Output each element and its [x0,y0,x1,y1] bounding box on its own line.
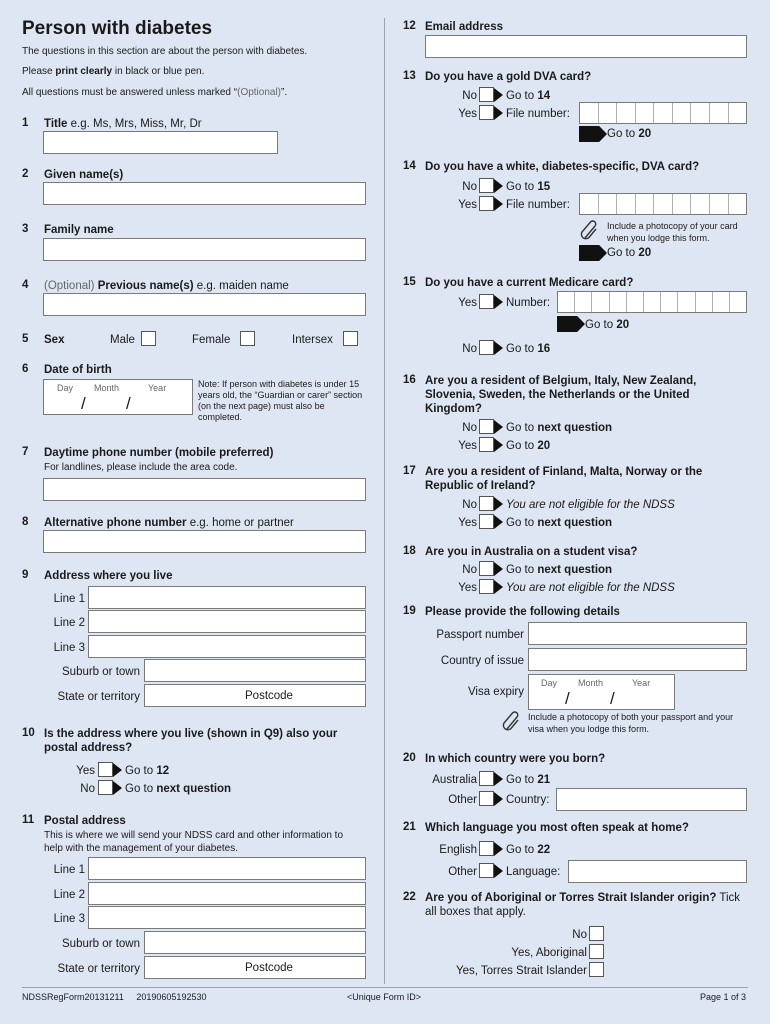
daytime-phone-input[interactable] [43,478,366,501]
footer-form-id: NDSSRegForm20131211 20190605192530 [22,992,207,1002]
dob-note: Note: If person with diabetes is under 15 years old, the “Guardian or carer” section (on the next page) must also be completed. [198,379,363,422]
dob-slash-2: / [126,394,131,413]
q10-yes-label: Yes [76,765,95,777]
q10-yes-checkbox[interactable] [98,762,113,777]
footer-page-number: Page 1 of 3 [700,992,747,1002]
q11-line1-label: Line 1 [53,864,85,876]
q9-line2-input[interactable] [88,610,366,633]
passport-number-label: Passport number [436,629,524,641]
q16-no-checkbox[interactable] [479,419,494,434]
q10-yes-arrow-icon [113,763,122,777]
q21-english-arrow-icon [494,842,503,856]
q18-no-checkbox[interactable] [479,561,494,576]
visa-expiry-input[interactable] [528,674,675,710]
q17-number: 17 [403,465,416,477]
column-divider [384,18,385,984]
q9-line1-input[interactable] [88,586,366,609]
q1-number: 1 [22,117,29,129]
q22-tsi-label: Yes, Torres Strait Islander [455,965,587,977]
q11-suburb-input[interactable] [144,931,366,954]
q16-yes-label: Yes [458,440,477,452]
q17-no-checkbox[interactable] [479,496,494,511]
q10-number: 10 [22,727,35,739]
email-input[interactable] [425,35,747,58]
q6-label: Date of birth [44,364,112,376]
q13-number: 13 [403,70,416,82]
q22-number: 22 [403,891,416,903]
q2-label: Given name(s) [44,169,124,181]
q20-other-label: Other [448,794,477,806]
q10-yes-goto: Go to 12 [125,765,170,777]
q13-file-label: File number: [506,108,570,120]
q11-label: Postal address [44,815,126,827]
q13-goto-arrow-icon [579,126,607,142]
q7-sub: For landlines, please include the area code. [44,462,238,473]
q13-yes-checkbox[interactable] [479,105,494,120]
visa-year-label: Year [632,678,651,688]
dob-slash-1: / [81,394,86,413]
q15-label: Do you have a current Medicare card? [425,277,634,289]
q11-sub: This is where we will send your NDSS card and other information to help with the management of your diabetes. [44,830,344,854]
q14-yes-label: Yes [458,199,477,211]
q9-line2-label: Line 2 [53,617,85,629]
q21-other-label: Other [448,866,477,878]
q20-australia-arrow-icon [494,772,503,786]
q20-australia-goto: Go to 21 [506,774,551,786]
q15-yes-checkbox[interactable] [479,294,494,309]
q9-postcode-label: Postcode [245,690,293,702]
q18-yes-label: Yes [458,582,477,594]
country-of-issue-input[interactable] [528,648,747,671]
q13-yes-arrow-icon [494,106,503,120]
q15-yes-label: Yes [458,297,477,309]
q14-yes-arrow-icon [494,197,503,211]
q20-other-checkbox[interactable] [479,791,494,806]
q15-no-arrow-icon [494,341,503,355]
q17-label: Are you a resident of Finland, Malta, Norway or the Republic of Ireland? [425,466,703,492]
q14-goto: Go to 20 [607,247,652,259]
q9-line1-label: Line 1 [53,593,85,605]
birth-country-input[interactable] [556,788,747,811]
q18-yes-checkbox[interactable] [479,579,494,594]
q14-file-label: File number: [506,199,570,211]
dob-year-label: Year [148,383,167,393]
q21-english-label: English [439,844,477,856]
q13-file-number-input[interactable] [579,102,747,124]
q14-no-goto: Go to 15 [506,181,551,193]
q6-number: 6 [22,363,29,375]
q9-suburb-input[interactable] [144,659,366,682]
sex-female-checkbox[interactable] [240,331,255,346]
q20-australia-checkbox[interactable] [479,771,494,786]
q11-line3-input[interactable] [88,906,366,929]
q7-label: Daytime phone number (mobile preferred) [44,447,274,459]
family-name-input[interactable] [43,238,366,261]
passport-number-input[interactable] [528,622,747,645]
q11-state-label: State or territory [57,963,140,975]
q14-label: Do you have a white, diabetes-specific, DVA card? [425,161,700,173]
q22-tsi-checkbox[interactable] [589,962,604,977]
q13-label: Do you have a gold DVA card? [425,71,592,83]
q17-yes-arrow-icon [494,515,503,529]
q18-no-label: No [462,564,477,576]
intro-line2: Please print clearly in black or blue pen. [22,66,205,77]
q16-yes-goto: Go to 20 [506,440,551,452]
q15-number-label: Number: [506,297,551,309]
q13-no-checkbox[interactable] [479,87,494,102]
q21-label: Which language you most often speak at home? [425,822,689,834]
paperclip-icon [579,220,601,242]
q12-number: 12 [403,20,416,32]
q21-number: 21 [403,821,416,833]
q19-photocopy-note: Include a photocopy of both your passport and your visa when you lodge this form. [528,712,734,734]
q15-yes-arrow-icon [494,295,503,309]
dob-day-label: Day [57,383,74,393]
given-names-input[interactable] [43,182,366,205]
q17-no-arrow-icon [494,497,503,511]
q10-no-checkbox[interactable] [98,780,113,795]
q4-label: (Optional) Previous name(s) e.g. maiden name [44,280,289,292]
footer-unique-form-id: <Unique Form ID> [347,992,422,1002]
q7-number: 7 [22,446,29,458]
q16-yes-checkbox[interactable] [479,437,494,452]
visa-day-label: Day [541,678,558,688]
q13-yes-label: Yes [458,108,477,120]
dob-month-label: Month [94,383,120,393]
q13-no-goto: Go to 14 [506,90,551,102]
q15-goto: Go to 20 [585,319,630,331]
q16-label: Are you a resident of Belgium, Italy, New Zealand, Slovenia, Sweden, the Netherlands or the United Kingdom? [425,375,697,415]
q18-yes-arrow-icon [494,580,503,594]
home-language-input[interactable] [568,860,747,883]
q16-no-arrow-icon [494,420,503,434]
q9-line3-label: Line 3 [53,642,85,654]
q10-no-arrow-icon [113,781,122,795]
q9-number: 9 [22,569,29,581]
q17-yes-label: Yes [458,517,477,529]
q18-number: 18 [403,545,416,557]
paperclip-icon-2 [501,711,523,733]
q5-label: Sex [44,334,65,346]
visa-slash-1: / [565,689,570,708]
q21-language-label: Language: [506,866,561,878]
q21-english-checkbox[interactable] [479,841,494,856]
medicare-number-input[interactable] [557,291,747,313]
q19-label: Please provide the following details [425,606,620,618]
q18-yes-text: You are not eligible for the NDSS [506,582,675,594]
q17-no-text: You are not eligible for the NDSS [506,499,675,511]
q3-label: Family name [44,224,114,236]
q22-no-checkbox[interactable] [589,926,604,941]
sex-male-checkbox[interactable] [141,331,156,346]
q18-no-arrow-icon [494,562,503,576]
sex-female-label: Female [192,334,231,346]
q14-photocopy-note: Include a photocopy of your card when you lodge this form. [607,221,738,243]
q14-no-label: No [462,181,477,193]
q22-no-label: No [572,929,587,941]
q5-number: 5 [22,333,29,345]
q13-no-arrow-icon [494,88,503,102]
q11-line3-label: Line 3 [53,913,85,925]
q9-label: Address where you live [44,570,173,582]
sex-male-label: Male [110,334,135,346]
q15-no-goto: Go to 16 [506,343,551,355]
q11-line2-label: Line 2 [53,889,85,901]
q17-no-label: No [462,499,477,511]
alt-phone-input[interactable] [43,530,366,553]
q11-line1-input[interactable] [88,857,366,880]
page-title: Person with diabetes [22,18,213,39]
visa-slash-2: / [610,689,615,708]
q10-no-label: No [80,783,95,795]
q17-yes-goto: Go to next question [506,517,613,529]
q22-aboriginal-label: Yes, Aboriginal [511,947,587,959]
q11-line2-input[interactable] [88,882,366,905]
q4-number: 4 [22,279,29,291]
q12-label: Email address [425,21,503,33]
q15-goto-arrow-icon [557,316,585,332]
q13-goto: Go to 20 [607,128,652,140]
q15-no-label: No [462,343,477,355]
sex-intersex-label: Intersex [292,334,333,346]
q13-no-label: No [462,90,477,102]
q8-label: Alternative phone number e.g. home or partner [44,517,294,529]
sex-intersex-checkbox[interactable] [343,331,358,346]
q20-australia-label: Australia [432,774,477,786]
dob-input[interactable] [43,379,193,415]
q21-other-checkbox[interactable] [479,863,494,878]
visa-expiry-label: Visa expiry [467,686,524,698]
q19-number: 19 [403,605,416,617]
q18-no-goto: Go to next question [506,564,613,576]
q9-state-label: State or territory [57,691,140,703]
q14-goto-arrow-icon [579,245,607,261]
q21-english-goto: Go to 22 [506,844,551,856]
q16-no-goto: Go to next question [506,422,613,434]
q8-number: 8 [22,516,29,528]
intro-line3: All questions must be answered unless marked “(Optional)”. [22,87,288,98]
country-of-issue-label: Country of issue [440,655,524,667]
q11-state-postcode-input[interactable] [144,956,366,979]
q10-no-goto: Go to next question [125,783,232,795]
q20-label: In which country were you born? [425,753,606,765]
q1-label: Title e.g. Ms, Mrs, Miss, Mr, Dr [44,118,202,130]
intro-line1: The questions in this section are about the person with diabetes. [22,46,308,57]
q11-number: 11 [22,814,35,826]
q11-postcode-label: Postcode [245,962,293,974]
q20-number: 20 [403,752,416,764]
q22-label: Are you of Aboriginal or Torres Strait Islander origin? Tick all boxes that apply. [425,892,741,918]
footer-divider [22,987,748,988]
q16-number: 16 [403,374,416,386]
q17-yes-checkbox[interactable] [479,514,494,529]
q3-number: 3 [22,223,29,235]
q14-file-number-input[interactable] [579,193,747,215]
q18-label: Are you in Australia on a student visa? [425,546,638,558]
q9-line3-input[interactable] [88,635,366,658]
q9-state-postcode-input[interactable] [144,684,366,707]
q15-no-checkbox[interactable] [479,340,494,355]
q2-number: 2 [22,168,29,180]
title-input[interactable] [43,131,278,154]
q16-no-label: No [462,422,477,434]
q22-aboriginal-checkbox[interactable] [589,944,604,959]
q14-no-arrow-icon [494,179,503,193]
q15-number: 15 [403,276,416,288]
q20-other-arrow-icon [494,792,503,806]
q21-other-arrow-icon [494,864,503,878]
q11-suburb-label: Suburb or town [62,938,140,950]
q14-yes-checkbox[interactable] [479,196,494,211]
previous-names-input[interactable] [43,293,366,316]
q10-label: Is the address where you live (shown in Q9) also your postal address? [44,728,338,754]
q14-no-checkbox[interactable] [479,178,494,193]
visa-month-label: Month [578,678,604,688]
q14-number: 14 [403,160,416,172]
q16-yes-arrow-icon [494,438,503,452]
q20-country-label: Country: [506,794,550,806]
q9-suburb-label: Suburb or town [62,666,140,678]
